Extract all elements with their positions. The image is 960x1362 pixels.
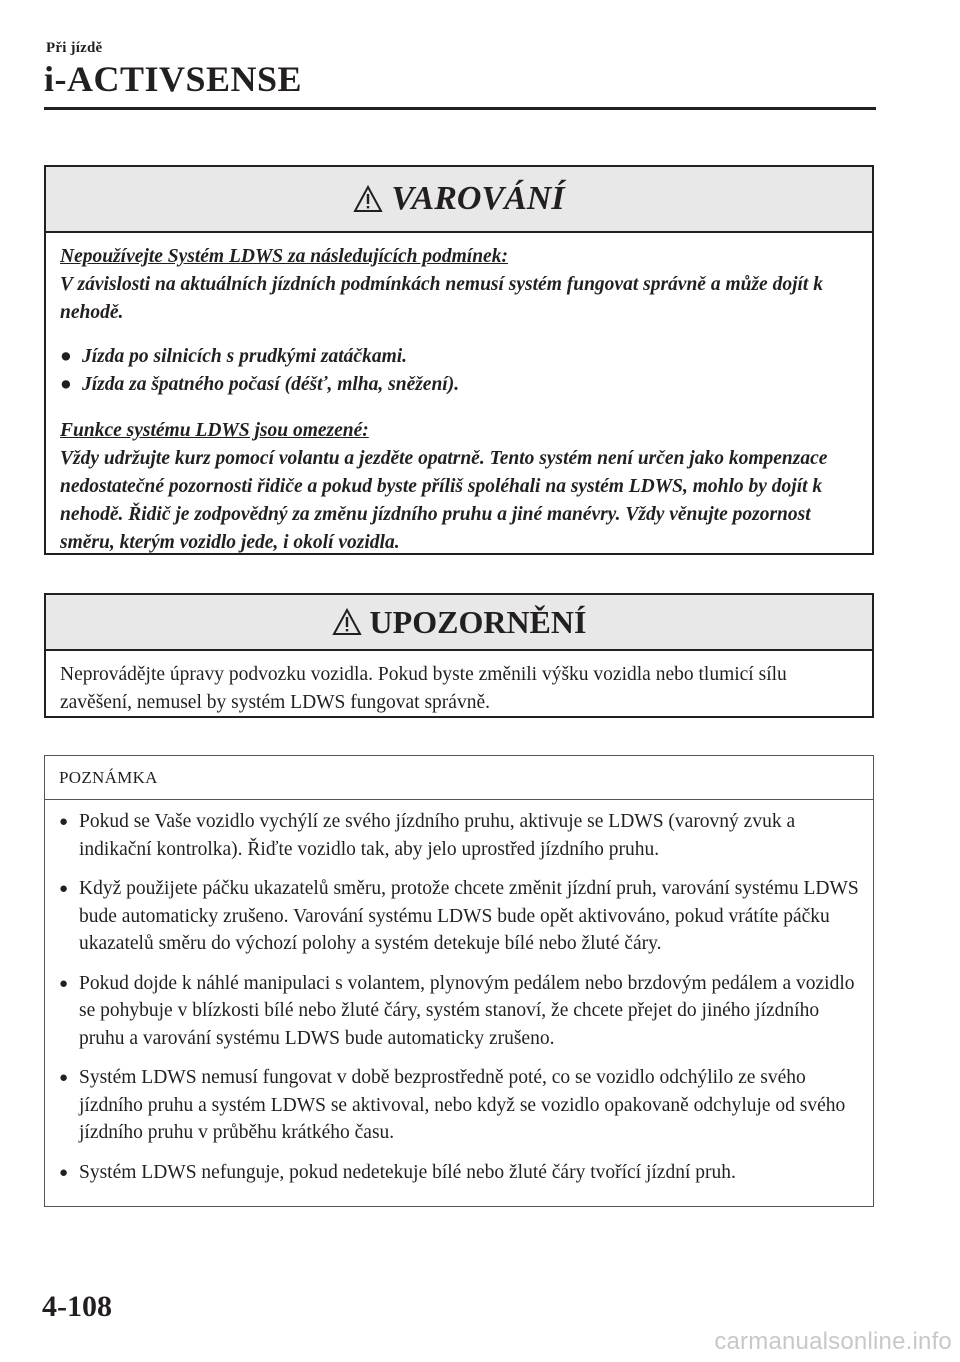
list-item-text: Systém LDWS nemusí fungovat v době bezprostředně poté, co se vozidlo odchýlilo ze svého jízdního pruhu a systém LDWS se aktivoval, nebo když se vozidlo opakovaně odchyluje od svého jízdního pruhu v průběhu krátkého času. bbox=[79, 1067, 846, 1143]
list-item-text: Pokud se Vaše vozidlo vychýlí ze svého jízdního pruhu, aktivuje se LDWS (varovný zvuk a indikační kontrolka). Řiďte vozidlo tak, aby jelo uprostřed jízdního pruhu. bbox=[79, 811, 796, 860]
warning-title: VAROVÁNÍ bbox=[391, 180, 565, 217]
title-divider bbox=[44, 107, 876, 110]
list-item bbox=[60, 343, 858, 371]
bullet-icon: ● bbox=[59, 881, 69, 897]
warning-limits-text: Vždy udržujte kurz pomocí volantu a jezděte opatrně. Tento systém není určen jako kompenzace nedostatečné pozornosti řidiče a pokud byste příliš spoléhali na systém LDWS, mohlo by dojít k nehodě. Řidič je zodpovědný za změnu jízdního pruhu a jiné manévry. Vždy věnujte pozornost směru, kterým vozidlo jede, i okolí vozidla. bbox=[60, 448, 828, 553]
caution-box bbox=[44, 593, 874, 718]
list-item bbox=[59, 808, 859, 863]
bullet-icon: ● bbox=[59, 814, 69, 830]
list-item-text: Jízda po silnicích s prudkými zatáčkami. bbox=[82, 346, 408, 367]
note-body bbox=[45, 800, 873, 1197]
warning-header bbox=[46, 167, 872, 233]
warning-triangle-icon bbox=[353, 185, 383, 213]
warning-box bbox=[44, 165, 874, 555]
note-title: POZNÁMKA bbox=[59, 767, 158, 787]
caution-text: Neprovádějte úpravy podvozku vozidla. Pokud byste změnili výšku vozidla nebo tlumicí sílu zavěšení, nemusel by systém LDWS fungovat správně. bbox=[60, 664, 787, 713]
list-item bbox=[59, 1159, 859, 1188]
bullet-icon: ● bbox=[59, 1164, 69, 1181]
list-item bbox=[60, 371, 858, 399]
warning-bullet-list bbox=[60, 343, 858, 399]
list-item-text: Systém LDWS nefunguje, pokud nedetekuje bílé nebo žluté čáry tvořící jízdní pruh. bbox=[79, 1161, 736, 1183]
caution-title: UPOZORNĚNÍ bbox=[369, 603, 587, 640]
list-item bbox=[59, 1064, 859, 1147]
note-header bbox=[45, 756, 873, 800]
bullet-icon: ● bbox=[60, 374, 72, 395]
list-item-text: Jízda za špatného počasí (déšť, mlha, sněžení). bbox=[82, 374, 460, 395]
list-item-text: Když použijete páčku ukazatelů směru, protože chcete změnit jízdní pruh, varování systému LDWS bude automaticky zrušeno. Varování systému LDWS bude opět aktivováno, pokud vrátíte páčku ukazatelů směru do výchozí polohy a systém detekuje bílé nebo žluté čáry. bbox=[79, 878, 859, 954]
list-item-text: Pokud dojde k náhlé manipulaci s volantem, plynovým pedálem nebo brzdovým pedálem a vozidlo se pohybuje v blízkosti bílé nebo žluté čáry, systém stanoví, že chcete přejet do jiného jízdního pruhu a varování systému LDWS bude automaticky zrušeno. bbox=[79, 972, 855, 1049]
warning-limits-heading: Funkce systému LDWS jsou omezené: bbox=[60, 420, 369, 441]
bullet-icon: ● bbox=[59, 975, 69, 992]
page-number: 4-108 bbox=[42, 1290, 112, 1323]
section-label: Při jízdě bbox=[46, 40, 103, 56]
bullet-icon: ● bbox=[60, 346, 72, 367]
bullet-icon: ● bbox=[59, 1070, 69, 1086]
caution-header bbox=[46, 595, 872, 651]
page-title: i-ACTIVSENSE bbox=[44, 59, 303, 99]
warning-intro-heading: Nepoužívejte Systém LDWS za následujících podmínek: bbox=[60, 246, 508, 267]
warning-triangle-icon bbox=[332, 608, 362, 636]
note-bullet-list bbox=[59, 808, 859, 1187]
watermark-link[interactable]: carmanualsonline.info bbox=[714, 1328, 952, 1355]
list-item bbox=[59, 970, 859, 1053]
warning-body bbox=[46, 233, 872, 569]
note-box bbox=[44, 755, 874, 1207]
warning-intro-text: V závislosti na aktuálních jízdních podmínkách nemusí systém fungovat správně a může dojít k nehodě. bbox=[60, 274, 823, 323]
list-item bbox=[59, 875, 859, 958]
